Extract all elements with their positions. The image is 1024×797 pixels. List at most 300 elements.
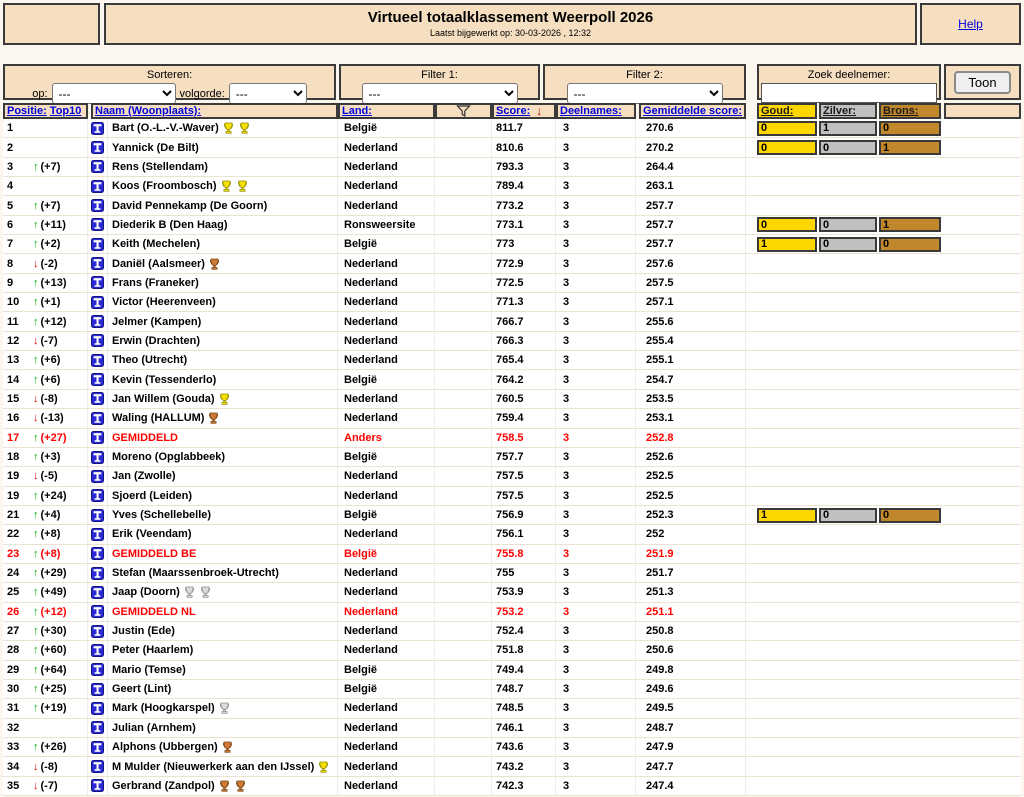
rank-change-cell: ↑ (+25): [30, 680, 88, 698]
brons-count: 0: [879, 121, 941, 136]
stats-icon[interactable]: [91, 760, 104, 773]
gemiddelde-score-cell: 254.7: [636, 370, 746, 388]
rank-change-cell: ↓ (-5): [30, 467, 88, 485]
filter-spacer-cell: [435, 661, 492, 679]
deelnames-cell: 3: [556, 196, 636, 214]
country-cell: België: [338, 680, 435, 698]
stats-icon[interactable]: [91, 276, 104, 289]
positie-sort-link[interactable]: Positie:: [7, 105, 47, 117]
stats-icon-cell: [88, 719, 108, 737]
table-row: [3, 332, 1021, 351]
stats-icon[interactable]: [91, 218, 104, 231]
stats-icon[interactable]: [91, 296, 104, 309]
funnel-filter-icon[interactable]: [456, 105, 471, 117]
stats-icon[interactable]: [91, 451, 104, 464]
score-cell: 766.3: [492, 332, 556, 350]
deelnames-cell: 3: [556, 661, 636, 679]
score-cell: 742.3: [492, 777, 556, 795]
rank-change-cell: ↑ (+8): [30, 545, 88, 563]
table-row: [3, 274, 1021, 293]
name-cell: Julian (Arnhem): [108, 719, 338, 737]
gemiddelde-sort-link[interactable]: Gemiddelde score:: [643, 105, 743, 117]
rank-change-cell: ↑ (+6): [30, 370, 88, 388]
zilver-count: 0: [819, 237, 877, 252]
position-cell: 34: [7, 760, 20, 773]
name-cell: Mark (Hoogkarspel): [108, 699, 338, 717]
position-cell: 22: [7, 528, 20, 541]
brons-count: 1: [879, 217, 941, 232]
medals-cell: [746, 467, 941, 485]
rank-up-icon: ↑: [33, 160, 39, 173]
stats-icon[interactable]: [91, 412, 104, 425]
table-row: [3, 622, 1021, 641]
filter2-panel: [543, 64, 746, 100]
trophy-bronze-icon: [207, 412, 220, 424]
stats-icon[interactable]: [91, 741, 104, 754]
name-cell: Erik (Veendam): [108, 525, 338, 543]
stats-icon[interactable]: [91, 489, 104, 502]
gemiddelde-score-cell: 263.1: [636, 177, 746, 195]
deelnames-cell: 3: [556, 138, 636, 156]
deelnames-cell: 3: [556, 641, 636, 659]
score-cell: 757.5: [492, 467, 556, 485]
stats-icon-cell: [88, 545, 108, 563]
table-row: [3, 158, 1021, 177]
deelnames-cell: 3: [556, 293, 636, 311]
trophy-bronze-icon: [221, 741, 234, 753]
filter-spacer-cell: [435, 564, 492, 582]
score-cell: 765.4: [492, 351, 556, 369]
country-cell: Nederland: [338, 525, 435, 543]
stats-icon[interactable]: [91, 683, 104, 696]
stats-icon[interactable]: [91, 122, 104, 135]
position-cell: 24: [7, 567, 20, 580]
name-cell: Stefan (Maarssenbroek-Utrecht): [108, 564, 338, 582]
deelnames-cell: 3: [556, 254, 636, 272]
medals-cell: [746, 409, 941, 427]
filter-spacer-cell: [435, 216, 492, 234]
table-row: [3, 448, 1021, 467]
deelnames-cell: 3: [556, 738, 636, 756]
header-naam-cell: [91, 103, 338, 119]
position-cell: 1: [7, 122, 14, 135]
country-cell: België: [338, 370, 435, 388]
rank-up-icon: ↑: [33, 276, 39, 289]
country-cell: Nederland: [338, 622, 435, 640]
filter-spacer-cell: [435, 757, 492, 775]
rank-change-cell: ↑ (+6): [30, 351, 88, 369]
stats-icon[interactable]: [91, 528, 104, 541]
rank-up-icon: ↑: [33, 586, 39, 599]
country-cell: Nederland: [338, 177, 435, 195]
sort-volgorde-select[interactable]: [229, 83, 307, 104]
country-cell: Nederland: [338, 332, 435, 350]
name-cell: Jan Willem (Gouda): [108, 390, 338, 408]
trophy-bronze-icon: [234, 780, 247, 792]
deelnames-cell: 3: [556, 235, 636, 253]
score-cell: 759.4: [492, 409, 556, 427]
country-cell: België: [338, 448, 435, 466]
goud-count: 0: [757, 217, 817, 232]
stats-icon-cell: [88, 158, 108, 176]
score-cell: 773.1: [492, 216, 556, 234]
deelnames-cell: 3: [556, 487, 636, 505]
rank-up-icon: ↑: [33, 509, 39, 522]
table-row: [3, 196, 1021, 215]
country-cell: Nederland: [338, 583, 435, 601]
filter1-select[interactable]: [362, 83, 518, 104]
rank-change-cell: ↑ (+29): [30, 564, 88, 582]
country-cell: Nederland: [338, 409, 435, 427]
gemiddelde-score-cell: 252.5: [636, 487, 746, 505]
name-cell: Kevin (Tessenderlo): [108, 370, 338, 388]
medals-cell: [746, 661, 941, 679]
gemiddelde-score-cell: 257.7: [636, 235, 746, 253]
deelnames-sort-link[interactable]: Deelnames:: [560, 105, 622, 117]
filter2-select[interactable]: [567, 83, 723, 104]
top10-link[interactable]: Top10: [49, 105, 82, 117]
gemiddelde-score-cell: 251.9: [636, 545, 746, 563]
zilver-count: 0: [819, 508, 877, 523]
medals-cell: [746, 158, 941, 176]
sort-panel: [3, 64, 336, 100]
search-label: Zoek deelnemer:: [807, 69, 891, 81]
country-cell: Nederland: [338, 719, 435, 737]
score-cell: 748.5: [492, 699, 556, 717]
deelnames-cell: 3: [556, 177, 636, 195]
stats-icon[interactable]: [91, 431, 104, 444]
gemiddelde-score-cell: 257.1: [636, 293, 746, 311]
stats-icon[interactable]: [91, 702, 104, 715]
rank-change-cell: ↑ (+30): [30, 622, 88, 640]
position-cell: 17: [7, 431, 20, 444]
position-cell: 21: [7, 509, 20, 522]
page-title: Virtueel totaalklassement Weerpoll 2026: [367, 9, 654, 26]
score-cell: 757.5: [492, 487, 556, 505]
title-panel: [104, 3, 917, 45]
filter-spacer-cell: [435, 506, 492, 524]
stats-icon-cell: [88, 235, 108, 253]
medals-cell: [746, 583, 941, 601]
rank-down-icon: ↓: [33, 412, 39, 425]
country-cell: Nederland: [338, 641, 435, 659]
stats-icon-cell: [88, 351, 108, 369]
stats-icon[interactable]: [91, 567, 104, 580]
position-cell: 25: [7, 586, 20, 599]
header-goud-cell: [757, 103, 817, 119]
stats-icon-cell: [88, 390, 108, 408]
stats-icon-cell: [88, 216, 108, 234]
medals-cell: [746, 680, 941, 698]
deelnames-cell: 3: [556, 583, 636, 601]
brons-count: 0: [879, 237, 941, 252]
header-score-cell: [492, 103, 556, 119]
rank-down-icon: ↓: [33, 334, 39, 347]
table-row: [3, 312, 1021, 331]
rank-up-icon: ↑: [33, 644, 39, 657]
header-zilver-cell: [819, 103, 877, 119]
deelnames-cell: 3: [556, 158, 636, 176]
stats-icon[interactable]: [91, 586, 104, 599]
filter-spacer-cell: [435, 177, 492, 195]
position-cell: 15: [7, 392, 20, 405]
stats-icon-cell: [88, 506, 108, 524]
stats-icon-cell: [88, 196, 108, 214]
rank-up-icon: ↑: [33, 625, 39, 638]
table-row: [3, 370, 1021, 389]
filter-spacer-cell: [435, 738, 492, 756]
stats-icon-cell: [88, 467, 108, 485]
medals-cell: [746, 699, 941, 717]
table-row: [3, 680, 1021, 699]
filter-spacer-cell: [435, 603, 492, 621]
stats-icon[interactable]: [91, 721, 104, 734]
country-cell: Anders: [338, 429, 435, 447]
rank-change-cell: ↑ (+3): [30, 448, 88, 466]
name-cell: David Pennekamp (De Goorn): [108, 196, 338, 214]
medals-cell: [746, 603, 941, 621]
trophy-gold-icon: [222, 122, 235, 134]
stats-icon-cell: [88, 738, 108, 756]
score-sort-link[interactable]: Score:: [496, 105, 531, 117]
rank-up-icon: ↑: [33, 354, 39, 367]
rank-change-cell: ↑ (+64): [30, 661, 88, 679]
table-row: [3, 564, 1021, 583]
stats-icon[interactable]: [91, 334, 104, 347]
name-cell: Keith (Mechelen): [108, 235, 338, 253]
stats-icon-cell: [88, 622, 108, 640]
trophy-gold-icon: [317, 761, 330, 773]
stats-icon[interactable]: [91, 663, 104, 676]
stats-icon[interactable]: [91, 315, 104, 328]
name-cell: GEMIDDELD BE: [108, 545, 338, 563]
medals-cell: [746, 312, 941, 330]
sort-op-select[interactable]: [52, 83, 176, 104]
medals-cell: [746, 719, 941, 737]
position-cell: 10: [7, 296, 20, 309]
score-cell: 743.2: [492, 757, 556, 775]
stats-icon-cell: [88, 332, 108, 350]
rank-change-cell: ↑ (+60): [30, 641, 88, 659]
rank-down-icon: ↓: [33, 470, 39, 483]
stats-icon[interactable]: [91, 644, 104, 657]
rank-change-cell: ↑ (+7): [30, 196, 88, 214]
stats-icon-cell: [88, 603, 108, 621]
rank-change-cell: ↑ (+49): [30, 583, 88, 601]
trophy-gold-icon: [238, 122, 251, 134]
filter-spacer-cell: [435, 699, 492, 717]
zilver-count: 0: [819, 217, 877, 232]
name-cell: Koos (Froombosch): [108, 177, 338, 195]
filter-spacer-cell: [435, 312, 492, 330]
country-cell: Nederland: [338, 158, 435, 176]
stats-icon-cell: [88, 661, 108, 679]
score-cell: 773.2: [492, 196, 556, 214]
gemiddelde-score-cell: 252: [636, 525, 746, 543]
table-row: [3, 429, 1021, 448]
stats-icon[interactable]: [91, 180, 104, 193]
rank-change-cell: ↑ (+26): [30, 738, 88, 756]
deelnames-cell: 3: [556, 370, 636, 388]
header-brons-cell: [879, 103, 941, 119]
country-cell: België: [338, 545, 435, 563]
name-cell: Sjoerd (Leiden): [108, 487, 338, 505]
rank-up-icon: ↑: [33, 218, 39, 231]
stats-icon-cell: [88, 177, 108, 195]
stats-icon[interactable]: [91, 605, 104, 618]
medals-cell: [746, 525, 941, 543]
name-cell: M Mulder (Nieuwerkerk aan den IJssel): [108, 757, 338, 775]
position-cell: 30: [7, 683, 20, 696]
name-cell: Diederik B (Den Haag): [108, 216, 338, 234]
filter-spacer-cell: [435, 332, 492, 350]
stats-icon-cell: [88, 777, 108, 795]
score-cell: 753.2: [492, 603, 556, 621]
score-cell: 746.1: [492, 719, 556, 737]
country-cell: Ronsweersite: [338, 216, 435, 234]
filter-spacer-cell: [435, 487, 492, 505]
gemiddelde-score-cell: 252.5: [636, 467, 746, 485]
stats-icon[interactable]: [91, 470, 104, 483]
deelnames-cell: 3: [556, 448, 636, 466]
stats-icon-cell: [88, 525, 108, 543]
stats-icon[interactable]: [91, 141, 104, 154]
deelnames-cell: 3: [556, 351, 636, 369]
rank-up-icon: ↑: [33, 373, 39, 386]
medals-cell: [746, 429, 941, 447]
zilver-count: 1: [819, 121, 877, 136]
medals-cell: [746, 254, 941, 272]
table-row: [3, 254, 1021, 273]
rank-change-cell: ↑ (+1): [30, 293, 88, 311]
filter-spacer-cell: [435, 158, 492, 176]
name-cell: Daniël (Aalsmeer): [108, 254, 338, 272]
filter-spacer-cell: [435, 641, 492, 659]
sort-label: Sorteren:: [146, 69, 193, 81]
filter-spacer-cell: [435, 370, 492, 388]
stats-icon[interactable]: [91, 199, 104, 212]
table-row: [3, 757, 1021, 776]
name-cell: Geert (Lint): [108, 680, 338, 698]
deelnames-cell: 3: [556, 680, 636, 698]
gemiddelde-score-cell: 252.3: [636, 506, 746, 524]
filter-spacer-cell: [435, 293, 492, 311]
stats-icon-cell: [88, 274, 108, 292]
filter-spacer-cell: [435, 351, 492, 369]
search-input[interactable]: [761, 83, 937, 103]
rank-change-cell: ↓ (-13): [30, 409, 88, 427]
rank-change-cell: [30, 177, 88, 195]
score-cell: 793.3: [492, 158, 556, 176]
medals-cell: [746, 196, 941, 214]
score-cell: 748.7: [492, 680, 556, 698]
score-cell: 811.7: [492, 119, 556, 137]
score-cell: 760.5: [492, 390, 556, 408]
stats-icon-cell: [88, 370, 108, 388]
stats-icon-cell: [88, 680, 108, 698]
trophy-silver-icon: [199, 586, 212, 598]
rank-down-icon: ↓: [33, 779, 39, 792]
deelnames-cell: 3: [556, 312, 636, 330]
table-row: [3, 467, 1021, 486]
name-cell: Theo (Utrecht): [108, 351, 338, 369]
deelnames-cell: 3: [556, 757, 636, 775]
medals-cell: [746, 545, 941, 563]
filter-spacer-cell: [435, 274, 492, 292]
stats-icon[interactable]: [91, 373, 104, 386]
deelnames-cell: 3: [556, 777, 636, 795]
stats-icon[interactable]: [91, 547, 104, 560]
naam-sort-link[interactable]: Naam (Woonplaats):: [95, 105, 202, 117]
brons-sort-link[interactable]: Brons:: [883, 105, 919, 117]
position-cell: 18: [7, 451, 20, 464]
score-cell: 810.6: [492, 138, 556, 156]
position-cell: 7: [7, 238, 14, 251]
rank-up-icon: ↑: [33, 605, 39, 618]
medals-cell: [746, 138, 941, 156]
rank-up-icon: ↑: [33, 683, 39, 696]
name-cell: Mario (Temse): [108, 661, 338, 679]
land-sort-link[interactable]: Land:: [342, 105, 372, 117]
stats-icon[interactable]: [91, 257, 104, 270]
gemiddelde-score-cell: 257.7: [636, 216, 746, 234]
country-cell: België: [338, 661, 435, 679]
score-cell: 772.5: [492, 274, 556, 292]
filter-spacer-cell: [435, 196, 492, 214]
show-button[interactable]: Toon: [954, 71, 1010, 94]
stats-icon[interactable]: [91, 509, 104, 522]
table-row: [3, 177, 1021, 196]
stats-icon[interactable]: [91, 625, 104, 638]
filter-spacer-cell: [435, 254, 492, 272]
zilver-sort-link[interactable]: Zilver:: [823, 105, 857, 117]
country-cell: Nederland: [338, 351, 435, 369]
stats-icon[interactable]: [91, 160, 104, 173]
name-cell: Jan (Zwolle): [108, 467, 338, 485]
brons-count: 0: [879, 508, 941, 523]
stats-icon[interactable]: [91, 238, 104, 251]
score-cell: 757.7: [492, 448, 556, 466]
medals-cell: [746, 487, 941, 505]
stats-icon[interactable]: [91, 354, 104, 367]
rank-up-icon: ↑: [33, 489, 39, 502]
gemiddelde-score-cell: 255.6: [636, 312, 746, 330]
stats-icon[interactable]: [91, 392, 104, 405]
search-panel: [757, 64, 941, 100]
medals-cell: [746, 274, 941, 292]
filter-spacer-cell: [435, 622, 492, 640]
table-row: [3, 583, 1021, 602]
table-row: [3, 138, 1021, 157]
trophy-gold-icon: [236, 180, 249, 192]
stats-icon-cell: [88, 564, 108, 582]
filter-spacer-cell: [435, 583, 492, 601]
position-cell: 28: [7, 644, 20, 657]
header-land-cell: [338, 103, 435, 119]
goud-sort-link[interactable]: Goud:: [761, 105, 794, 117]
help-link[interactable]: Help: [958, 17, 983, 31]
country-cell: Nederland: [338, 564, 435, 582]
medals-cell: [746, 448, 941, 466]
table-row: [3, 525, 1021, 544]
gemiddelde-score-cell: 257.7: [636, 196, 746, 214]
score-cell: 756.9: [492, 506, 556, 524]
deelnames-cell: 3: [556, 622, 636, 640]
name-cell: Justin (Ede): [108, 622, 338, 640]
stats-icon[interactable]: [91, 779, 104, 792]
deelnames-cell: 3: [556, 525, 636, 543]
filter-spacer-cell: [435, 467, 492, 485]
